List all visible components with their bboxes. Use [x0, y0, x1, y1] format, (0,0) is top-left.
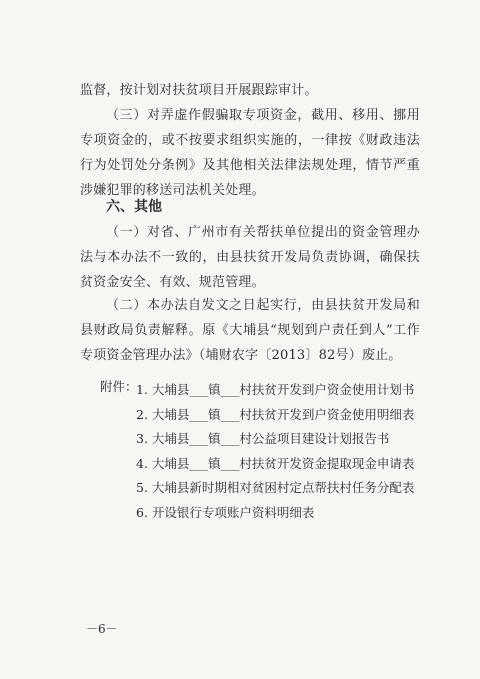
page-number: －6－ [86, 622, 118, 636]
attachment-item: 6. 开设银行专项账户资料明细表 [136, 504, 315, 520]
attachment-item: 3. 大埔县___镇___村公益项目建设计划报告书 [136, 431, 390, 447]
paragraph-penalty: （三）对弄虚作假骗取专项资金，截用、移用、挪用专项资金的，或不按要求组织实施的，一律按《财政违法行为处罚处分条例》及其他相关法律法规处理，情节严重涉嫌犯罪的移送司法机关处理。 [80, 108, 420, 198]
attachment-item: 1. 大埔县___镇___村扶贫开发到户资金使用计划书 [136, 382, 415, 397]
attachments-label: 附件： [100, 379, 138, 394]
attachments-list [136, 378, 414, 526]
paragraph-audit: 监督，按计划对扶贫项目开展跟踪审计。 [80, 83, 318, 98]
attachment-item: 5. 大埔县新时期相对贫困村定点帮扶村任务分配表 [136, 480, 415, 496]
section-heading: 六、其他 [106, 199, 162, 215]
attachment-item: 4. 大埔县___镇___村扶贫开发资金提取现金申请表 [136, 455, 415, 471]
paragraph-effective-date: （二）本办法自发文之日起实行，由县扶贫开发局和县财政局负责解释。原《大埔县“规划到户责任到人”工作专项资金管理办法》（埔财农字〔2013〕82号）废止。 [80, 298, 420, 363]
attachment-item: 2. 大埔县___镇___村扶贫开发到户资金使用明细表 [136, 406, 415, 422]
paragraph-coordination: （一）对省、广州市有关帮扶单位提出的资金管理办法与本办法不一致的，由县扶贫开发局负责协调，确保扶贫资金安全、有效、规范管理。 [80, 225, 420, 290]
